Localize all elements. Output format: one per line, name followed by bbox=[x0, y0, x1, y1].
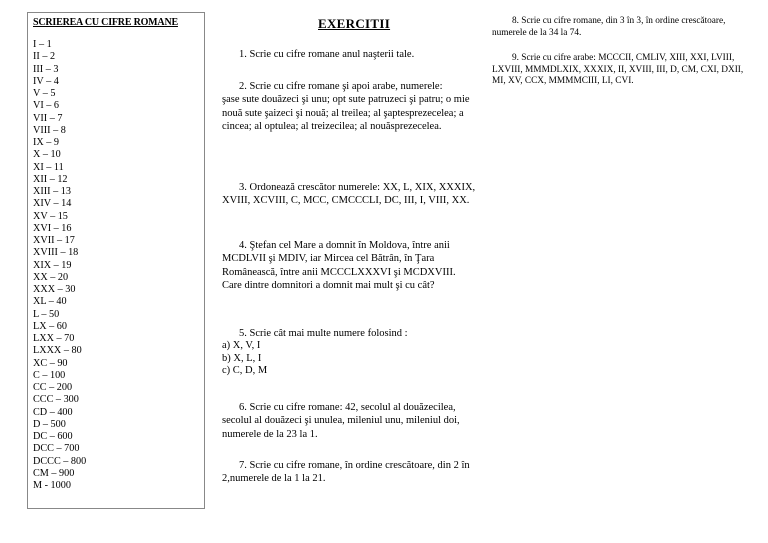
exercise-6 bbox=[222, 401, 484, 441]
exercises-title: EXERCITII bbox=[318, 16, 391, 31]
exercise-6-text: 6. Scrie cu cifre romane: 42, secolul al douăzecilea, secolul al douăzeci şi unulea, mileniul unu, mileniul doi, numerele de la 23 la 1. bbox=[222, 402, 460, 440]
roman-item: I – 1 bbox=[33, 39, 52, 50]
exercise-8 bbox=[492, 16, 756, 39]
roman-item: DCCC – 800 bbox=[33, 455, 87, 467]
exercise-3-text: 3. Ordonează crescător numerele: XX, L, XIX, XXXIX, XVIII, XCVIII, C, MCC, CMCCCLI, DC, III, I, VIII, XX. bbox=[222, 182, 476, 207]
roman-item: CM – 900 bbox=[33, 467, 75, 479]
exercise-5 bbox=[222, 327, 484, 378]
roman-table-title: SCRIEREA CU CIFRE ROMANE bbox=[33, 17, 178, 28]
exercise-2-body: şase sute douăzeci şi unu; opt sute patruzeci şi patru; o mie nouă sute şaizeci şi nouă; al treilea; al şaptesprezecelea; a cincea; al optulea; al treizecilea; al nouăsprezecelea. bbox=[222, 94, 470, 132]
roman-list bbox=[33, 39, 204, 492]
roman-item: XL – 40 bbox=[33, 296, 67, 308]
roman-item: CCC – 300 bbox=[33, 394, 79, 406]
roman-item: XVI – 16 bbox=[33, 222, 72, 234]
exercise-3 bbox=[222, 181, 484, 208]
exercise-9 bbox=[492, 53, 756, 88]
exercise-8-text: 8. Scrie cu cifre romane, din 3 în 3, în ordine crescătoare, numerele de la 34 la 74. bbox=[492, 16, 726, 38]
roman-item: VII – 7 bbox=[33, 112, 63, 124]
roman-item: XXX – 30 bbox=[33, 284, 76, 295]
exercise-5-options bbox=[222, 340, 484, 378]
roman-numerals-table bbox=[27, 12, 205, 509]
roman-item: X – 10 bbox=[33, 149, 61, 161]
roman-item: XVIII – 18 bbox=[33, 247, 79, 259]
roman-item: D – 500 bbox=[33, 418, 66, 430]
exercise-4-question: Care dintre domnitori a domnit mai mult şi cu cât? bbox=[222, 279, 435, 291]
roman-item: XIV – 14 bbox=[33, 198, 72, 210]
roman-item: VI – 6 bbox=[33, 100, 60, 112]
roman-item: IX – 9 bbox=[33, 137, 60, 148]
exercise-7 bbox=[222, 459, 484, 486]
exercise-9-text: 9. Scrie cu cifre arabe: MCCCII, CMLIV, XIII, XXI, LVIII, LXVIII, MMMDLXIX, XXXIX, II, XVIII, III, D, CM, CXI, DXII, MI, XV, CCX, MMMMCIII, LI, CVI. bbox=[492, 53, 744, 86]
exercise-4-text: 4. Ştefan cel Mare a domnit în Moldova, între anii MCDLVII şi MDIV, iar Mircea cel Bătrân, în Ţara Românească, între anii MCCCLXXXVI şi MCDXVIII. bbox=[222, 240, 456, 278]
roman-item: XI – 11 bbox=[33, 161, 64, 173]
roman-item: DC – 600 bbox=[33, 431, 73, 442]
roman-item: DCC – 700 bbox=[33, 443, 80, 455]
roman-item: XC – 90 bbox=[33, 357, 68, 369]
exercise-5-heading: 5. Scrie cât mai multe numere folosind : bbox=[239, 328, 408, 339]
roman-item: LXX – 70 bbox=[33, 333, 75, 344]
roman-item: III – 3 bbox=[33, 63, 59, 75]
roman-item: L – 50 bbox=[33, 308, 60, 320]
roman-item: V – 5 bbox=[33, 88, 56, 99]
roman-item: XVII – 17 bbox=[33, 235, 75, 246]
exercise-1-text: 1. Scrie cu cifre romane anul naşterii tale. bbox=[239, 49, 415, 60]
exercise-2 bbox=[222, 80, 484, 133]
exercise-5-option-b: b) X, L, I bbox=[222, 352, 262, 364]
roman-item: XIII – 13 bbox=[33, 186, 71, 197]
roman-item: XIX – 19 bbox=[33, 259, 72, 271]
exercise-4 bbox=[222, 239, 484, 292]
exercise-2-heading: 2. Scrie cu cifre romane şi apoi arabe, numerele: bbox=[239, 81, 443, 92]
exercise-7-text: 7. Scrie cu cifre romane, în ordine crescătoare, din 2 în 2,numerele de la 1 la 21. bbox=[222, 460, 470, 485]
exercise-5-option-c: c) C, D, M bbox=[222, 365, 268, 377]
roman-item: LXXX – 80 bbox=[33, 345, 82, 357]
roman-item: II – 2 bbox=[33, 51, 56, 63]
roman-item: CC – 200 bbox=[33, 382, 73, 393]
exercise-1 bbox=[222, 48, 484, 61]
roman-item: XV – 15 bbox=[33, 210, 68, 222]
roman-item: XX – 20 bbox=[33, 271, 69, 283]
roman-item: IV – 4 bbox=[33, 75, 59, 87]
roman-item: LX – 60 bbox=[33, 320, 67, 332]
roman-item: CD – 400 bbox=[33, 406, 73, 418]
roman-item: M - 1000 bbox=[33, 480, 71, 491]
exercise-5-option-a: a) X, V, I bbox=[222, 340, 261, 352]
roman-item: VIII – 8 bbox=[33, 124, 66, 136]
roman-item: C – 100 bbox=[33, 369, 66, 381]
roman-item: XII – 12 bbox=[33, 173, 68, 185]
